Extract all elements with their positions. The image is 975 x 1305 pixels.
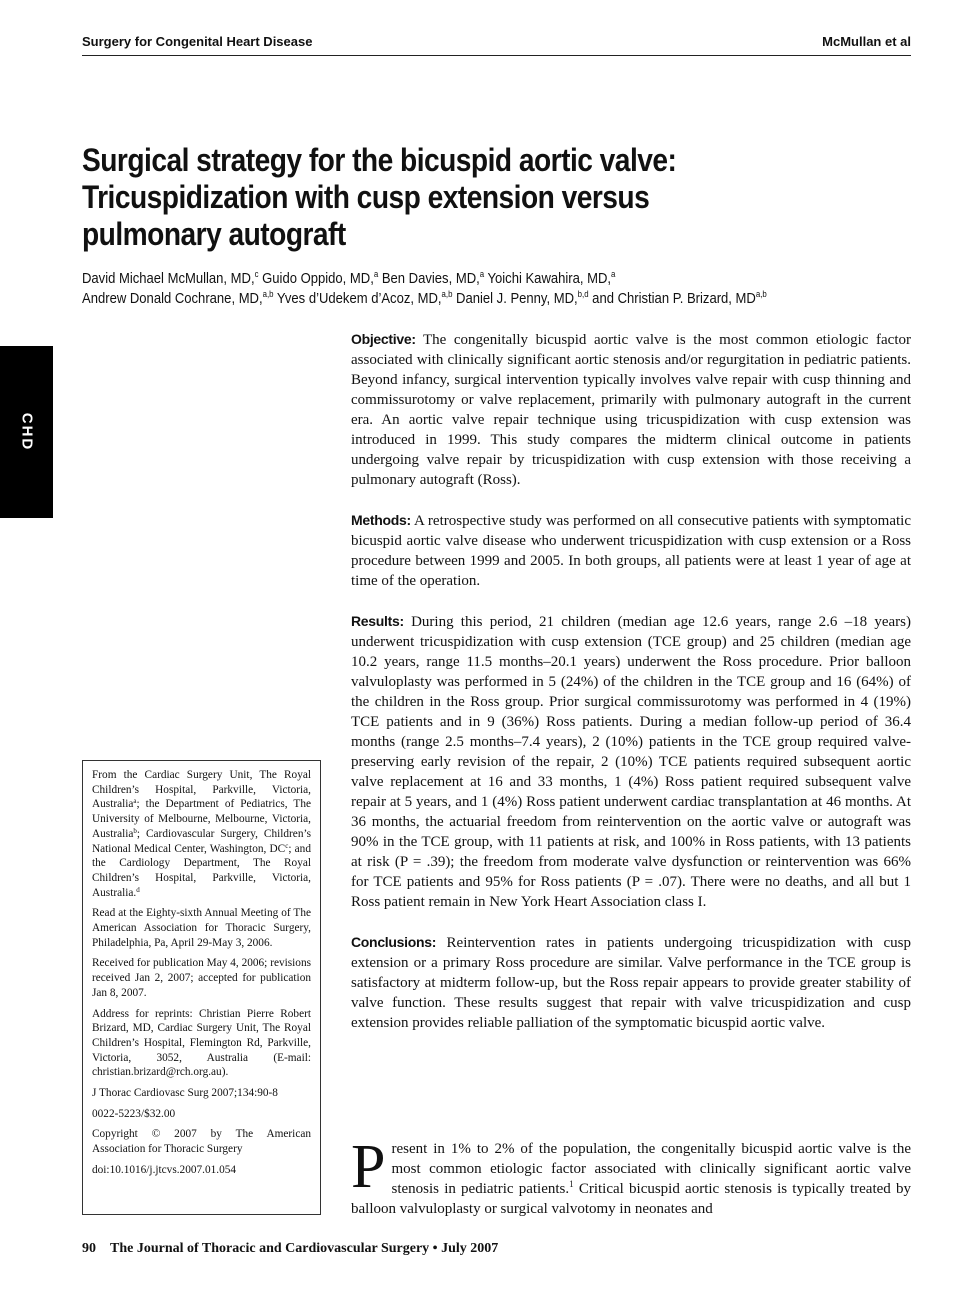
page-number: 90 [82, 1241, 96, 1256]
article-info-box [82, 760, 321, 1215]
author-affiliation: a [479, 269, 485, 279]
journal-footer: The Journal of Thoracic and Cardiovascular Surgery • July 2007 [110, 1241, 499, 1256]
author-name: Guido Oppido, MD, [258, 270, 374, 287]
issn: 0022-5223/$32.00 [92, 1107, 176, 1120]
affiliation-marker: a [133, 797, 137, 806]
author-list [82, 269, 865, 309]
author-affiliation: a,b [755, 289, 767, 299]
affiliation-marker: d [136, 885, 140, 894]
author-line [82, 269, 865, 289]
author-name: Yoichi Kawahira, MD, [484, 270, 612, 287]
author-affiliation: c [254, 269, 259, 279]
section-tab [0, 346, 53, 518]
section-tab-label: CHD [18, 412, 35, 452]
methods-heading: Methods: [351, 512, 411, 528]
author-affiliation: a,b [262, 289, 274, 299]
copyright: Copyright © 2007 by The American Association for Thoracic Surgery [92, 1128, 311, 1156]
methods-text: A retrospective study was performed on all consecutive patients with symptomatic bicuspid aortic valve disease who underwent tricuspidization with cusp extension or a Ross procedure between 1999 and 2005. In both groups, all patients were at least 1 year of age at time of the operation. [351, 513, 911, 589]
section-name: Surgery for Congenital Heart Disease [82, 34, 313, 49]
author-line [82, 289, 865, 309]
objective-text: The congenitally bicuspid aortic valve is the most common etiologic factor associated with clinically significant aortic stenosis and/or regurgitation in pediatric patients. Beyond infancy, surgical intervention typically involves valve repair with cusp thinning and commissurotomy or valve replacement, primarily with pulmonary autograft in the current era. An aortic valve repair technique using tricuspidization with cusp extension was introduced in 1999. This study compares the midterm clinical outcome in patients undergoing valve repair by tricuspidization with cusp extension with those receiving a pulmonary autograft (Ross). [351, 332, 911, 488]
affiliations [92, 768, 311, 900]
author-name: Andrew Donald Cochrane, MD, [82, 290, 263, 307]
author-affiliation: a,b [441, 289, 453, 299]
author-name: David Michael McMullan, MD, [82, 270, 255, 287]
abstract-objective [351, 329, 911, 490]
journal-citation: J Thorac Cardiovasc Surg 2007;134:90-8 [92, 1087, 278, 1100]
conclusions-text: Reintervention rates in patients undergoing tricuspidization with cusp extension or a primary Ross procedure are similar. Valve performance in the TCE group is satisfactory at midterm follow-up, but the Ross repair appears to provide greater stability of valve function. These results suggest that repair with valve tricuspidization and cusp extension provides reliable palliation of the symptomatic bicuspid aortic valve. [351, 935, 911, 1031]
affiliation-text: ; and the Cardiology Department, The Royal Children’s Hospital, Parkville, Victoria, Australia. [92, 842, 311, 899]
reprint-address: Address for reprints: Christian Pierre Robert Brizard, MD, Cardiac Surgery Unit, The Royal Children’s Hospital, Flemington Rd, Parkville, Victoria, 3052, Australia (E-mail: christian.brizard@rch.org.au). [92, 1007, 311, 1079]
abstract [351, 329, 911, 1053]
doi-link[interactable]: doi:10.1016/j.jtcvs.2007.01.054 [92, 1163, 237, 1176]
results-text: During this period, 21 children (median age 12.6 years, range 2.6 –18 years) underwent tricuspidization with cusp extension (TCE group) and 25 children (median age 10.2 years, range 11.5 months–20.1 years) underwent the Ross procedure. Prior balloon valvuloplasty was performed in 5 (24%) of the children in the TCE group and 16 (64%) of the children in the Ross group. Prior surgical commissurotomy was performed in 4 (19%) TCE patients and in 9 (36%) Ross patients. During a median follow-up period of 36.4 months (range 2.5 months–7.4 years), 2 (10%) patients in the TCE group required valve-preserving early revision of the repair, 2 (10%) TCE patients required subsequent aortic valve replacement at 16 and 33 months, 1 (4%) Ross patient required subsequent valve repair at 5 years, and 1 (4%) Ross patient underwent cardiac transplantation at 46 months. At 36 months, the actuarial freedom from reintervention on the aortic valve or autograft was 90% in the TCE group, with 11 patients at risk, and 100% in Ross patients, with 13 patients at risk (P = .39); the freedom from moderate valve dysfunction or reintervention was 66% for TCE patients and 95% for Ross patients (P = .07). There were no deaths, and all but 1 Ross patient remain in New York Heart Association class I. [351, 614, 911, 910]
author-name: Daniel J. Penny, MD, [452, 290, 578, 307]
affiliation-text: From the Cardiac Surgery Unit, The Royal Children’s Hospital, Parkville, Victoria, Australia [92, 769, 311, 811]
body-paragraph-continued: Critical bicuspid aortic stenosis is typically treated by balloon valvuloplasty or surgical valvotomy in neonates and [351, 1181, 911, 1217]
conclusions-heading: Conclusions: [351, 934, 437, 950]
abstract-conclusions [351, 932, 911, 1033]
author-name: and Christian P. Brizard, MD [588, 290, 756, 307]
page-footer [82, 1241, 682, 1257]
title-line: pulmonary autograft [82, 216, 346, 252]
body-text [351, 1133, 911, 1219]
affiliation-text: ; the Department of Pediatrics, The University of Melbourne, Melbourne, Victoria, Australia [92, 798, 311, 840]
abstract-methods [351, 510, 911, 591]
article-title [82, 142, 804, 253]
body-paragraph: resent in 1% to 2% of the population, the congenitally bicuspid aortic valve is the most common etiologic factor associated with clinically significant aortic valve stenosis in pediatric patients. [391, 1141, 911, 1197]
author-name: Yves d’Udekem d’Acoz, MD, [273, 290, 442, 307]
author-affiliation: a [611, 269, 616, 279]
author-affiliation: a [373, 269, 379, 279]
abstract-results [351, 611, 911, 912]
title-line: Surgical strategy for the bicuspid aortic valve: [82, 142, 677, 178]
meeting-note: Read at the Eighty-sixth Annual Meeting of The American Association for Thoracic Surgery, Philadelphia, Pa, April 29-May 3, 2006. [92, 907, 311, 949]
objective-heading: Objective: [351, 331, 416, 347]
affiliation-marker: c [285, 841, 289, 850]
title-line: Tricuspidization with cusp extension versus [82, 179, 650, 215]
received-dates: Received for publication May 4, 2006; revisions received Jan 2, 2007; accepted for publication Jan 8, 2007. [92, 957, 311, 999]
running-authors: McMullan et al [822, 34, 911, 49]
reference-link[interactable]: 1 [569, 1179, 574, 1189]
running-head [82, 34, 911, 56]
author-name: Ben Davies, MD, [378, 270, 480, 287]
results-heading: Results: [351, 613, 404, 629]
drop-cap: P [351, 1133, 386, 1201]
affiliation-marker: b [133, 826, 137, 835]
affiliation-text: ; Cardiovascular Surgery, Children’s National Medical Center, Washington, DC [92, 827, 311, 855]
author-affiliation: b,d [577, 289, 589, 299]
